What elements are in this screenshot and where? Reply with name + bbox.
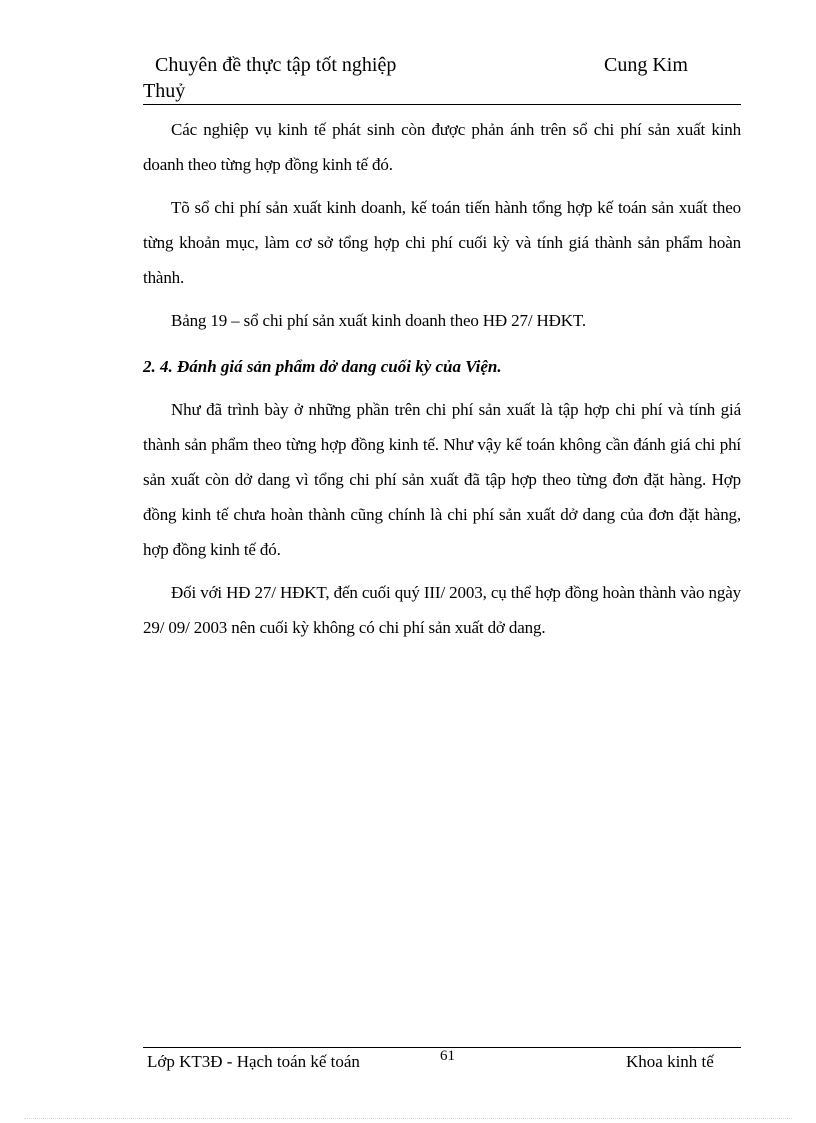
paragraph-3: Bảng 19 – sổ chi phí sản xuất kinh doanh theo HĐ 27/ HĐKT. bbox=[171, 311, 586, 330]
header-author-first: Cung Kim bbox=[604, 54, 688, 76]
section-heading: 2. 4. Đánh giá sản phẩm dở dang cuối kỳ của Viện. bbox=[143, 357, 502, 376]
paragraph-2: Tõ sổ chi phí sản xuất kinh doanh, kế toán tiến hành tổng hợp kế toán sản xuất theo từng khoản mục, làm cơ sở tổng hợp chi phí cuối kỳ và tính giá thành sản phẩm hoàn thành. bbox=[143, 198, 741, 287]
document-body bbox=[143, 112, 741, 645]
header-title: Chuyên đề thực tập tốt nghiệp bbox=[155, 54, 397, 76]
paragraph-5: Đối với HĐ 27/ HĐKT, đến cuối quý III/ 2003, cụ thể hợp đồng hoàn thành vào ngày 29/ 09/ 2003 nên cuối kỳ không có chi phí sản xuất dở dang. bbox=[143, 583, 741, 637]
footer-page-number: 61 bbox=[440, 1048, 455, 1064]
footer-class-label: Lớp KT3Đ - Hạch toán kế toán bbox=[147, 1052, 360, 1071]
footer-faculty: Khoa kinh tế bbox=[626, 1052, 714, 1071]
header-author-last: Thuỷ bbox=[143, 80, 186, 102]
paragraph-1: Các nghiệp vụ kinh tế phát sinh còn được phản ánh trên sổ chi phí sản xuất kinh doanh theo từng hợp đồng kinh tế đó. bbox=[143, 120, 741, 174]
header-divider bbox=[143, 104, 741, 105]
page-bottom-edge bbox=[24, 1118, 792, 1119]
paragraph-4: Như đã trình bày ở những phần trên chi phí sản xuất là tập hợp chi phí và tính giá thành sản phẩm theo từng hợp đồng kinh tế. Như vậy kế toán không cần đánh giá chi phí sản xuất còn dở dang vì tổng chi phí sản xuất đã tập hợp theo từng đơn đặt hàng. Hợp đồng kinh tế chưa hoàn thành cũng chính là chi phí sản xuất dở dang của đơn đặt hàng, hợp đồng kinh tế đó. bbox=[143, 400, 741, 559]
